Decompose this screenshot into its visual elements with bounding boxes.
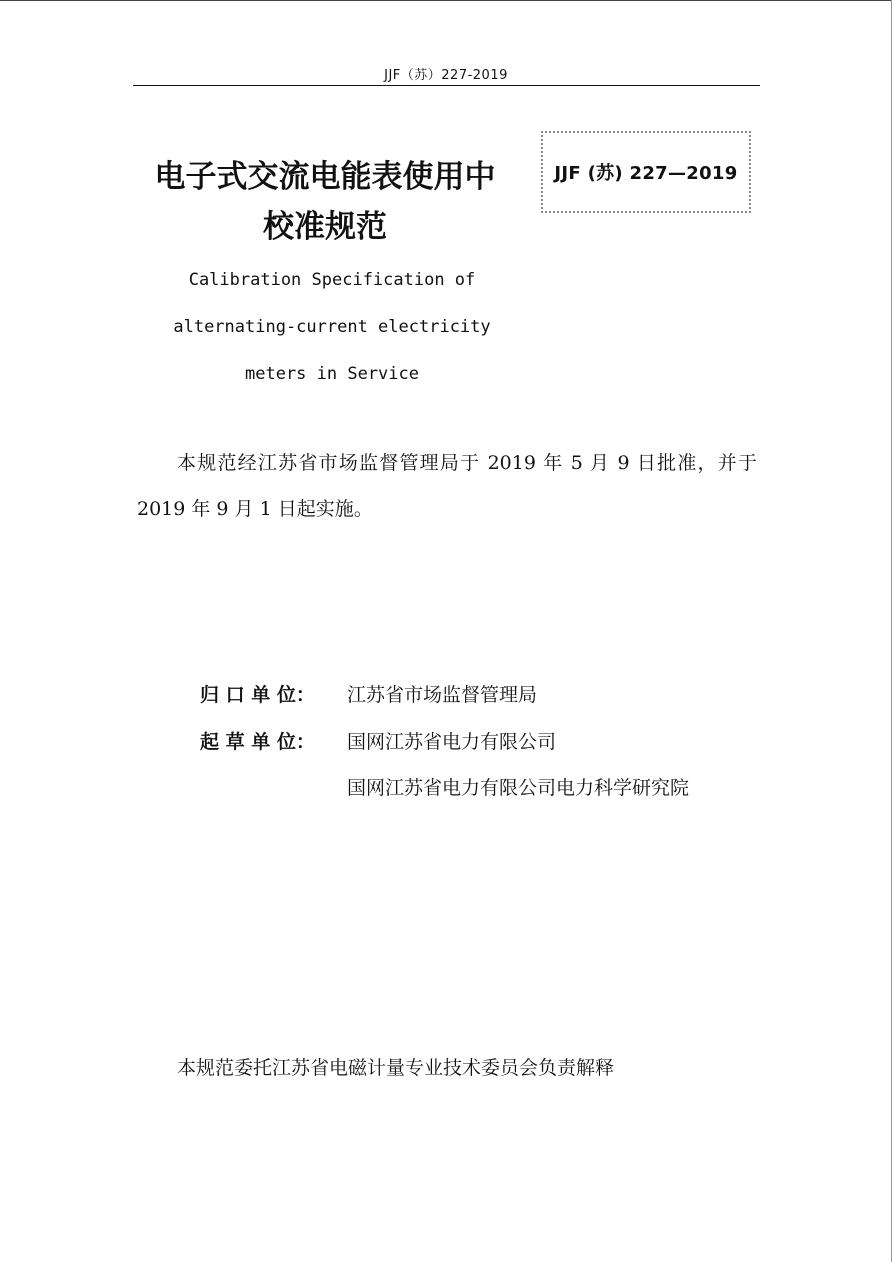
approval-statement: 本规范经江苏省市场监督管理局于 2019 年 5 月 9 日批准，并于 2019 年 9 月 1 日起实施。 bbox=[137, 452, 757, 520]
header-rule bbox=[133, 85, 760, 86]
running-header: JJF（苏）227-2019 bbox=[384, 68, 508, 83]
chinese-title-line-2: 校准规范 bbox=[263, 209, 387, 245]
drafting-unit-label: 起 草 单 位： bbox=[200, 730, 315, 753]
chinese-title-line-1: 电子式交流电能表使用中 bbox=[154, 159, 496, 195]
english-title-line-2: alternating-current electricity bbox=[173, 317, 491, 337]
page-top-border bbox=[0, 0, 892, 1]
drafting-unit-value-2: 国网江苏省电力有限公司电力科学研究院 bbox=[347, 776, 690, 799]
english-title bbox=[132, 257, 532, 398]
responsible-unit-label: 归 口 单 位： bbox=[200, 683, 315, 706]
drafting-unit-row-2 bbox=[200, 771, 689, 801]
interpretation-note: 本规范委托江苏省电磁计量专业技术委员会负责解释 bbox=[177, 1057, 615, 1079]
chinese-title bbox=[125, 152, 525, 252]
responsible-unit-value: 江苏省市场监督管理局 bbox=[347, 683, 538, 706]
english-title-line-1: Calibration Specification of bbox=[188, 270, 476, 290]
drafting-unit-row bbox=[200, 725, 556, 755]
drafting-unit-value-1: 国网江苏省电力有限公司 bbox=[347, 730, 557, 753]
responsible-unit-row bbox=[200, 678, 537, 708]
document-code: JJF (苏) 227—2019 bbox=[554, 163, 738, 184]
english-title-line-3: meters in Service bbox=[245, 364, 419, 384]
document-code-box bbox=[541, 131, 751, 213]
